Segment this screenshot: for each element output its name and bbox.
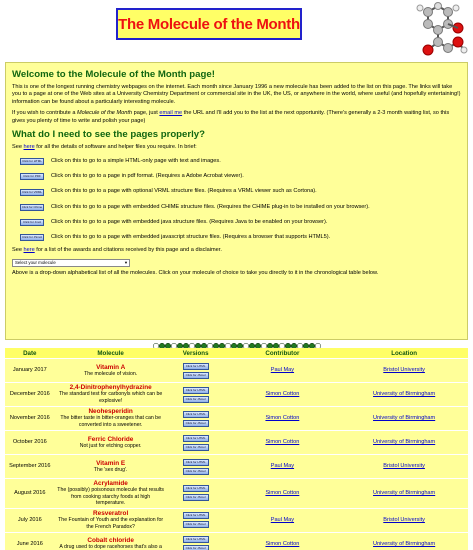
version-legend-row [20, 171, 461, 183]
row-versions [167, 508, 225, 532]
molecule-name-link[interactable]: Cobalt chloride [87, 537, 134, 545]
molecule-description: The standard test for carbonyls which can be explosive! [59, 391, 163, 404]
version-buttons [169, 512, 223, 528]
page-title: The Molecule of the Month [118, 15, 300, 33]
location-link[interactable]: University of Birmingham [340, 383, 468, 407]
row-date: November 2016 [5, 407, 55, 431]
software-details-link[interactable]: here [23, 144, 35, 151]
table-row [5, 359, 468, 383]
version-legend-row [20, 155, 461, 167]
version-buttons [169, 411, 223, 427]
molecule-description: A drug used to dope racehorses that's also a [59, 544, 162, 550]
row-versions [167, 455, 225, 479]
contribute-text-c: the URL and I'll add you to the list at the next opportunity. (There's generally a 2-3 month waiting list, so this gives you plenty of time to write and polish your page) [12, 110, 450, 124]
molecule-select[interactable] [12, 259, 130, 267]
table-header-row [5, 348, 468, 359]
location-link[interactable]: University of Birmingham [340, 479, 468, 509]
chime-version-button[interactable]: Click for Chime [21, 204, 43, 209]
version-buttons [169, 435, 223, 451]
html-version-button[interactable]: Click for HTML [183, 536, 209, 543]
row-molecule [55, 508, 167, 532]
location-link[interactable]: Bristol University [340, 508, 468, 532]
location-link[interactable]: University of Birmingham [340, 407, 468, 431]
version-legend-row [20, 217, 461, 229]
version-buttons [169, 363, 223, 379]
molecule-name-link[interactable]: Ferric Chloride [87, 435, 134, 443]
row-molecule [55, 359, 167, 383]
html-version-button[interactable]: Click for HTML [183, 435, 209, 442]
row-date: October 2016 [5, 431, 55, 455]
version-legend-row [20, 201, 461, 213]
see-prefix: See [12, 144, 24, 151]
header [0, 0, 473, 62]
html-version-button[interactable]: Click for HTML [183, 512, 209, 519]
pdf-version-button[interactable]: Click for PDF [20, 173, 44, 180]
row-date: September 2016 [5, 455, 55, 479]
welcome-heading: Welcome to the Molecule of the Month page! [12, 69, 215, 80]
contributor-link[interactable]: Paul May [225, 359, 341, 383]
molecule-name-link[interactable]: Resveratrol [93, 510, 129, 518]
jsmol-version-button[interactable]: Click for JSmol [183, 372, 209, 379]
table-row [5, 455, 468, 479]
contribute-text-a: If you wish to contribute a [12, 110, 77, 117]
version-buttons [169, 459, 223, 475]
title-banner [116, 8, 302, 40]
row-molecule [55, 431, 167, 455]
jmol-version-button[interactable]: Click for Jmol [20, 219, 44, 226]
chevron-down-icon: ▼ [124, 259, 128, 265]
jsmol-version-button[interactable]: Click for JSmol [183, 396, 209, 403]
version-legend [12, 155, 461, 243]
awards-prefix: See [12, 247, 24, 254]
jsmol-version-button[interactable]: Click for JSmol [183, 420, 209, 427]
table-row [5, 431, 468, 455]
jsmol-version-button[interactable]: Click for JSmol [183, 444, 209, 451]
location-link[interactable]: Bristol University [340, 455, 468, 479]
row-date: January 2017 [5, 359, 55, 383]
version-buttons [169, 536, 223, 550]
contribute-text-b: page, just [132, 110, 160, 117]
version-description: Click on this to go to a page in pdf format. (Requires a Adobe Acrobat viewer). [51, 173, 244, 180]
row-molecule [55, 479, 167, 509]
molecule-description: The Fountain of Youth and the explanation for the French Paradox? [58, 517, 164, 530]
awards-paragraph [12, 247, 461, 254]
contributor-link[interactable]: Simon Cotton [225, 532, 341, 550]
molecule-name-link[interactable]: Vitamin A [96, 363, 126, 371]
contribute-paragraph [12, 110, 461, 125]
version-description: Click on this to go to a page with optional VRML structure files. (Requires a VRML viewer such as Cortona). [51, 188, 317, 195]
html-version-button[interactable]: Click for HTML [183, 411, 209, 418]
row-versions [167, 407, 225, 431]
row-versions [167, 383, 225, 407]
table-row [5, 383, 468, 407]
jsmol-version-button[interactable]: Click for JSmol [183, 468, 209, 475]
location-column-header: Location [340, 348, 468, 359]
intro-panel [5, 62, 468, 340]
email-me-link[interactable]: email me [159, 110, 183, 117]
contributor-link[interactable]: Simon Cotton [225, 407, 341, 431]
molecule-logo-icon [414, 2, 470, 60]
html-version-button[interactable]: Click for HTML [183, 363, 209, 370]
date-column-header: Date [5, 348, 55, 359]
contributor-link[interactable]: Simon Cotton [225, 431, 341, 455]
version-description: Click on this to go to a page with embedded CHIME structure files. (Requires the CHIME plug-in to be installed on your browser). [51, 203, 370, 210]
jsmol-version-button[interactable]: Click for JSmol [183, 521, 209, 528]
molecule-description: The molecule of vision. [84, 370, 138, 377]
version-legend-row [20, 232, 461, 244]
software-paragraph [12, 144, 461, 151]
vrml-version-button[interactable]: Click for VRML [21, 189, 42, 194]
versions-column-header: Versions [167, 348, 225, 359]
molecule-name-link[interactable]: Vitamin E [96, 459, 126, 467]
version-buttons [169, 485, 223, 501]
row-date: July 2016 [5, 508, 55, 532]
row-molecule [55, 455, 167, 479]
table-row [5, 532, 468, 550]
contributor-link[interactable]: Simon Cotton [225, 383, 341, 407]
molecule-name-link[interactable]: 2,4-Dinitrophenylhydrazine [69, 384, 152, 392]
intro-paragraph: This is one of the longest running chemistry webpages on the internet. Each month since January 1996 a new molecule has been added to the list on this page. The links will take you to a page at one of the Web sites at a University Chemistry Department or commercial site in the UK, the US, or anywhere in the world, where useful (and hopefully entertaining!) information can be found about a particularly interesting molecule. [12, 84, 461, 105]
molecule-column-header: Molecule [55, 348, 167, 359]
dropdown-note: Above is a drop-down alphabetical list of all the molecules. Click on your molecule of choice to take you directly to it in the chronological table below. [12, 269, 379, 276]
html-version-button[interactable]: Click for HTML [183, 387, 209, 394]
table-row [5, 508, 468, 532]
html-version-button[interactable]: Click for HTML [183, 459, 209, 466]
location-link[interactable]: Bristol University [340, 359, 468, 383]
molecule-description: The 'sex drug'. [93, 466, 128, 473]
molecule-description: The (possibly) poisonous molecule that results from cooking starchy foods at high temperature. [57, 487, 164, 507]
row-versions [167, 479, 225, 509]
awards-link[interactable]: here [23, 247, 35, 254]
version-description: Click on this to go to a simple HTML-only page with text and images. [51, 157, 221, 164]
version-description: Click on this to go to a page with embedded javascript structure files. (Requires a browser that supports HTML5). [51, 234, 331, 241]
requirements-heading: What do I need to see the pages properly? [12, 129, 205, 141]
version-buttons [169, 387, 223, 403]
location-link[interactable]: University of Birmingham [340, 431, 468, 455]
molecule-description: The bitter taste in bitter-oranges that can be converted into a sweetener. [60, 415, 161, 428]
html-version-button[interactable]: Click for HTML [183, 485, 209, 492]
contributor-link[interactable]: Paul May [225, 455, 341, 479]
molecule-name-link[interactable]: Neohesperidin [88, 408, 133, 416]
row-date: August 2016 [5, 479, 55, 509]
jsmol-version-button[interactable]: Click for JSmol [183, 545, 209, 550]
see-suffix: for all the details of software and helper files you require. In brief: [34, 144, 197, 151]
molecule-select-value: Select your molecule [15, 259, 56, 265]
version-description: Click on this to go to a page with embedded java structure files. (Requires Java to be enabled on your browser). [51, 218, 328, 225]
row-molecule [55, 407, 167, 431]
contributor-link[interactable]: Simon Cotton [225, 479, 341, 509]
jsmol-version-button[interactable]: Click for JSmol [21, 235, 42, 240]
version-legend-row [20, 186, 461, 198]
html-version-button[interactable]: Click for HTML [20, 158, 44, 165]
row-molecule [55, 532, 167, 550]
row-versions [167, 359, 225, 383]
row-date: December 2016 [5, 383, 55, 407]
table-row [5, 407, 468, 431]
awards-suffix: for a list of the awards and citations received by this page and a disclaimer. [34, 247, 222, 254]
row-date: June 2016 [5, 532, 55, 550]
jsmol-version-button[interactable]: Click for JSmol [183, 494, 209, 501]
molecule-table [5, 348, 468, 550]
row-molecule [55, 383, 167, 407]
molecule-description: Not just for etching copper. [79, 442, 142, 449]
molecule-name-link[interactable]: Acrylamide [93, 480, 128, 487]
table-row [5, 479, 468, 509]
row-versions [167, 431, 225, 455]
contributor-column-header: Contributor [225, 348, 341, 359]
row-versions [167, 532, 225, 550]
contribute-text-italic: Molecule of the Month [76, 110, 133, 117]
contributor-link[interactable]: Paul May [225, 508, 341, 532]
location-link[interactable]: University of Birmingham [340, 532, 468, 550]
